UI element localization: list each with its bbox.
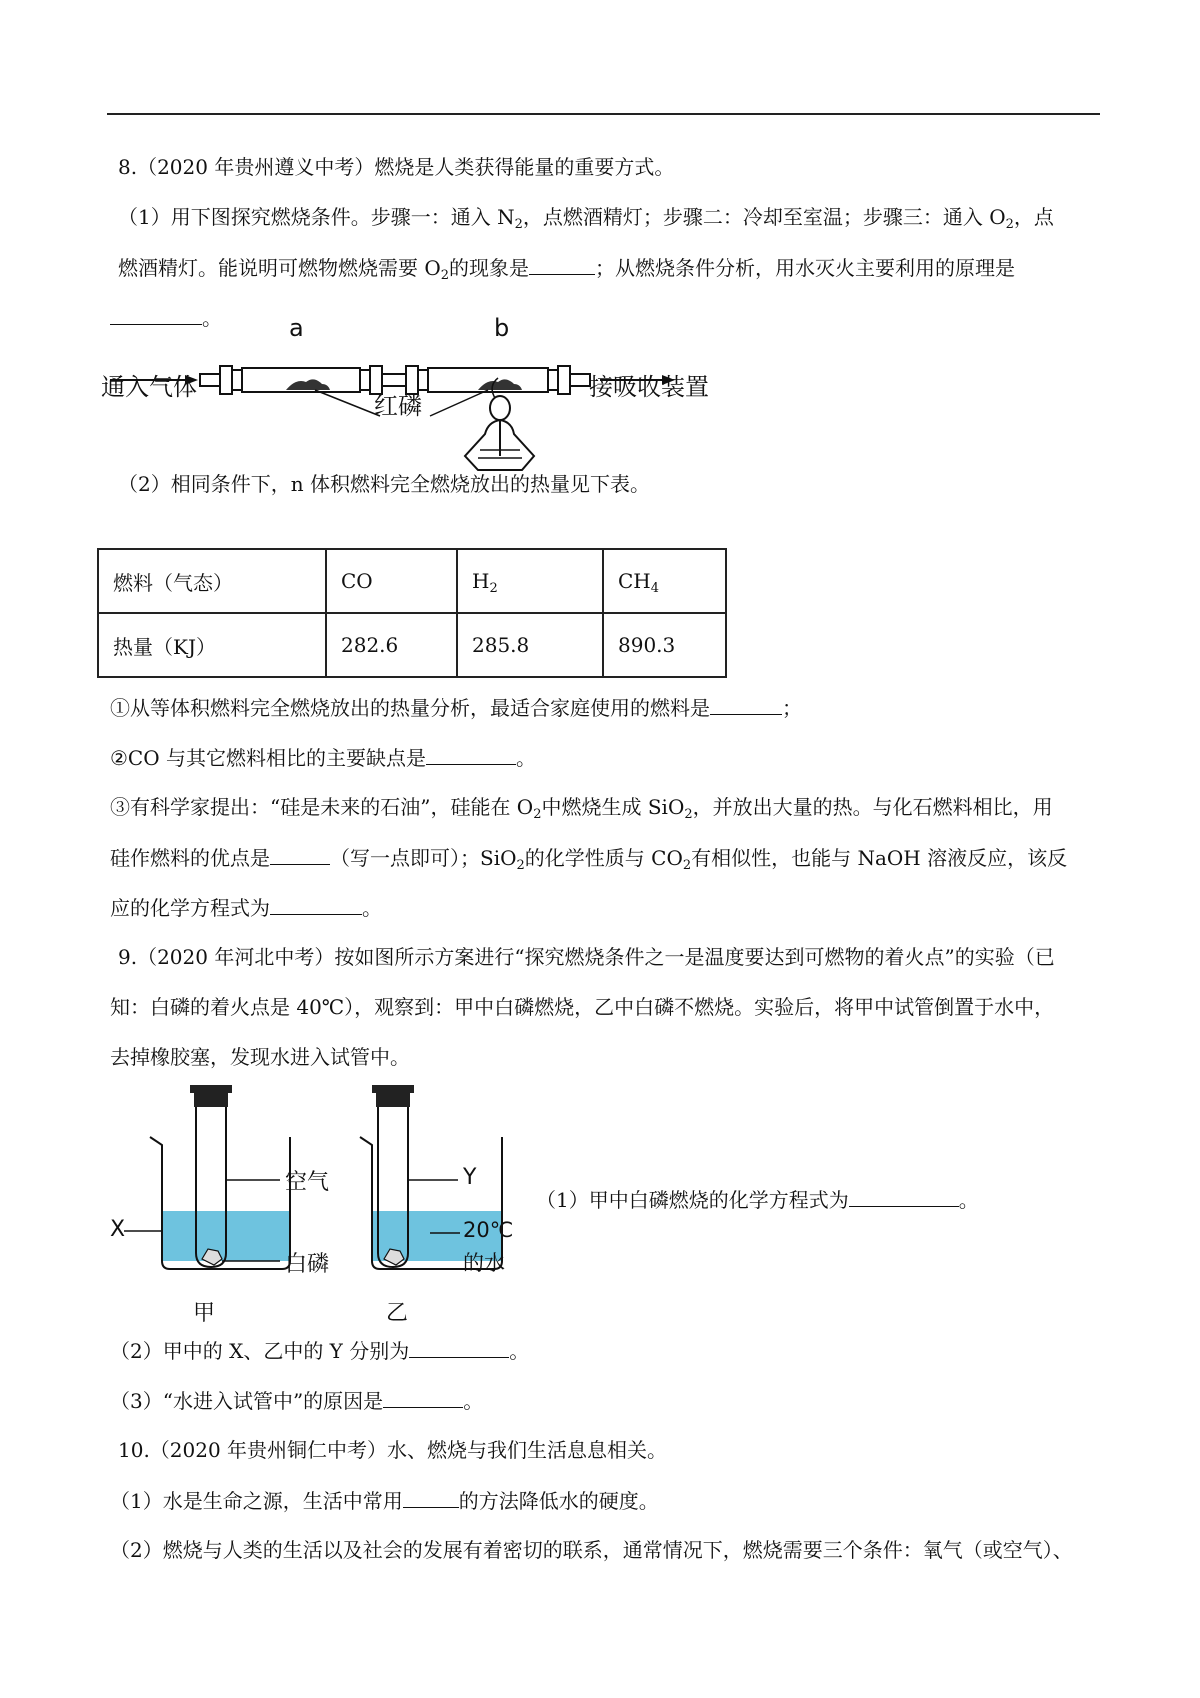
table-cell: 285.8 bbox=[457, 613, 603, 677]
outlet-label: 接吸收装置 bbox=[589, 373, 709, 401]
tube-a-label: a bbox=[289, 314, 304, 342]
beaker-experiment-figure bbox=[110, 1085, 580, 1325]
q9-part3: （3）“水进入试管中”的原因是 。 bbox=[110, 1389, 484, 1413]
q8-sub1: ①从等体积燃料完全燃烧放出的热量分析，最适合家庭使用的燃料是 ； bbox=[110, 696, 802, 720]
q10-part2: （2）燃烧与人类的生活以及社会的发展有着密切的联系，通常情况下，燃烧需要三个条件：氧气（或空气）、 bbox=[110, 1538, 1073, 1562]
table-row bbox=[98, 613, 726, 677]
answer-blank[interactable] bbox=[270, 844, 330, 865]
table-cell: 890.3 bbox=[603, 613, 726, 677]
header-rule bbox=[107, 113, 1100, 115]
q8-sub3-line2: 硅作燃料的优点是 （写一点即可）；SiO$_2$的化学性质与 $CO_2$有相似性，也能与 NaOH 溶液反应，该反 bbox=[110, 846, 1068, 873]
q8-part1-line3: 。 bbox=[110, 304, 222, 331]
white-phosphorus-label: 白磷 bbox=[285, 1252, 330, 1277]
table-cell: 热量（KJ） bbox=[98, 613, 326, 677]
temperature-label: 20℃ bbox=[463, 1218, 514, 1242]
fuel-heat-table bbox=[97, 548, 727, 678]
tube-b-label: b bbox=[494, 314, 510, 342]
q8-part2: （2）相同条件下，n 体积燃料完全燃烧放出的热量见下表。 bbox=[118, 472, 650, 496]
q8-sub3-line3: 应的化学方程式为 。 bbox=[110, 896, 382, 920]
answer-blank[interactable] bbox=[409, 1337, 509, 1358]
answer-blank[interactable] bbox=[383, 1387, 463, 1408]
q8-sub2: ②CO 与其它燃料相比的主要缺点是 。 bbox=[110, 746, 536, 770]
q9-part1: （1）甲中白磷燃烧的化学方程式为 。 bbox=[536, 1188, 979, 1212]
answer-blank[interactable] bbox=[426, 744, 516, 765]
q9-line2: 知：白磷的着火点是 40℃），观察到：甲中白磷燃烧，乙中白磷不燃烧。实验后，将甲中试管倒置于水中， bbox=[110, 995, 1055, 1019]
table-cell: $H_2$ bbox=[457, 549, 603, 613]
table-cell: CO bbox=[326, 549, 457, 613]
table-cell: 燃料（气态） bbox=[98, 549, 326, 613]
x-label: X bbox=[110, 1217, 126, 1242]
y-label: Y bbox=[463, 1165, 477, 1190]
table-row bbox=[98, 549, 726, 613]
inlet-label: 通入气体 bbox=[101, 373, 197, 401]
yi-label: 乙 bbox=[386, 1301, 409, 1326]
q9-part2: （2）甲中的 X、乙中的 Y 分别为 。 bbox=[110, 1339, 530, 1363]
answer-blank[interactable] bbox=[710, 694, 782, 715]
water-label: 的水 bbox=[463, 1251, 505, 1275]
q8-part1-line2: 燃酒精灯。能说明可燃物燃烧需要 $O_2$的现象是 ；从燃烧条件分析，用水灭火主要利用的原理是 bbox=[118, 256, 1016, 283]
answer-blank[interactable] bbox=[529, 254, 595, 275]
answer-blank[interactable] bbox=[849, 1186, 959, 1207]
jia-label: 甲 bbox=[193, 1301, 216, 1326]
answer-blank[interactable] bbox=[110, 304, 202, 325]
q10-part1: （1）水是生命之源，生活中常用 的方法降低水的硬度。 bbox=[110, 1489, 659, 1513]
q9-line3: 去掉橡胶塞，发现水进入试管中。 bbox=[110, 1045, 410, 1069]
q8-part1-line1: （1）用下图探究燃烧条件。步骤一：通入 $N_2$，点燃酒精灯；步骤二：冷却至室温；步骤三：通入 $O_2$，点 bbox=[118, 205, 1054, 232]
red-phosphorus-label: 红磷 bbox=[374, 392, 422, 420]
air-label: 空气 bbox=[285, 1170, 330, 1195]
q8-sub3-line1: ③有科学家提出：“硅是未来的石油”，硅能在 $O_2$中燃烧生成 SiO$_2$，并放出大量的热。与化石燃料相比，用 bbox=[110, 795, 1053, 822]
answer-blank[interactable] bbox=[403, 1487, 459, 1508]
q8-title: 8.（2020 年贵州遵义中考）燃烧是人类获得能量的重要方式。 bbox=[118, 155, 675, 179]
table-cell: 282.6 bbox=[326, 613, 457, 677]
table-cell: $CH_4$ bbox=[603, 549, 726, 613]
q9-line1: 9.（2020 年河北中考）按如图所示方案进行“探究燃烧条件之一是温度要达到可燃物的着火点”的实验（已 bbox=[118, 945, 1055, 969]
answer-blank[interactable] bbox=[270, 894, 362, 915]
q10-title: 10.（2020 年贵州铜仁中考）水、燃烧与我们生活息息相关。 bbox=[118, 1438, 668, 1462]
